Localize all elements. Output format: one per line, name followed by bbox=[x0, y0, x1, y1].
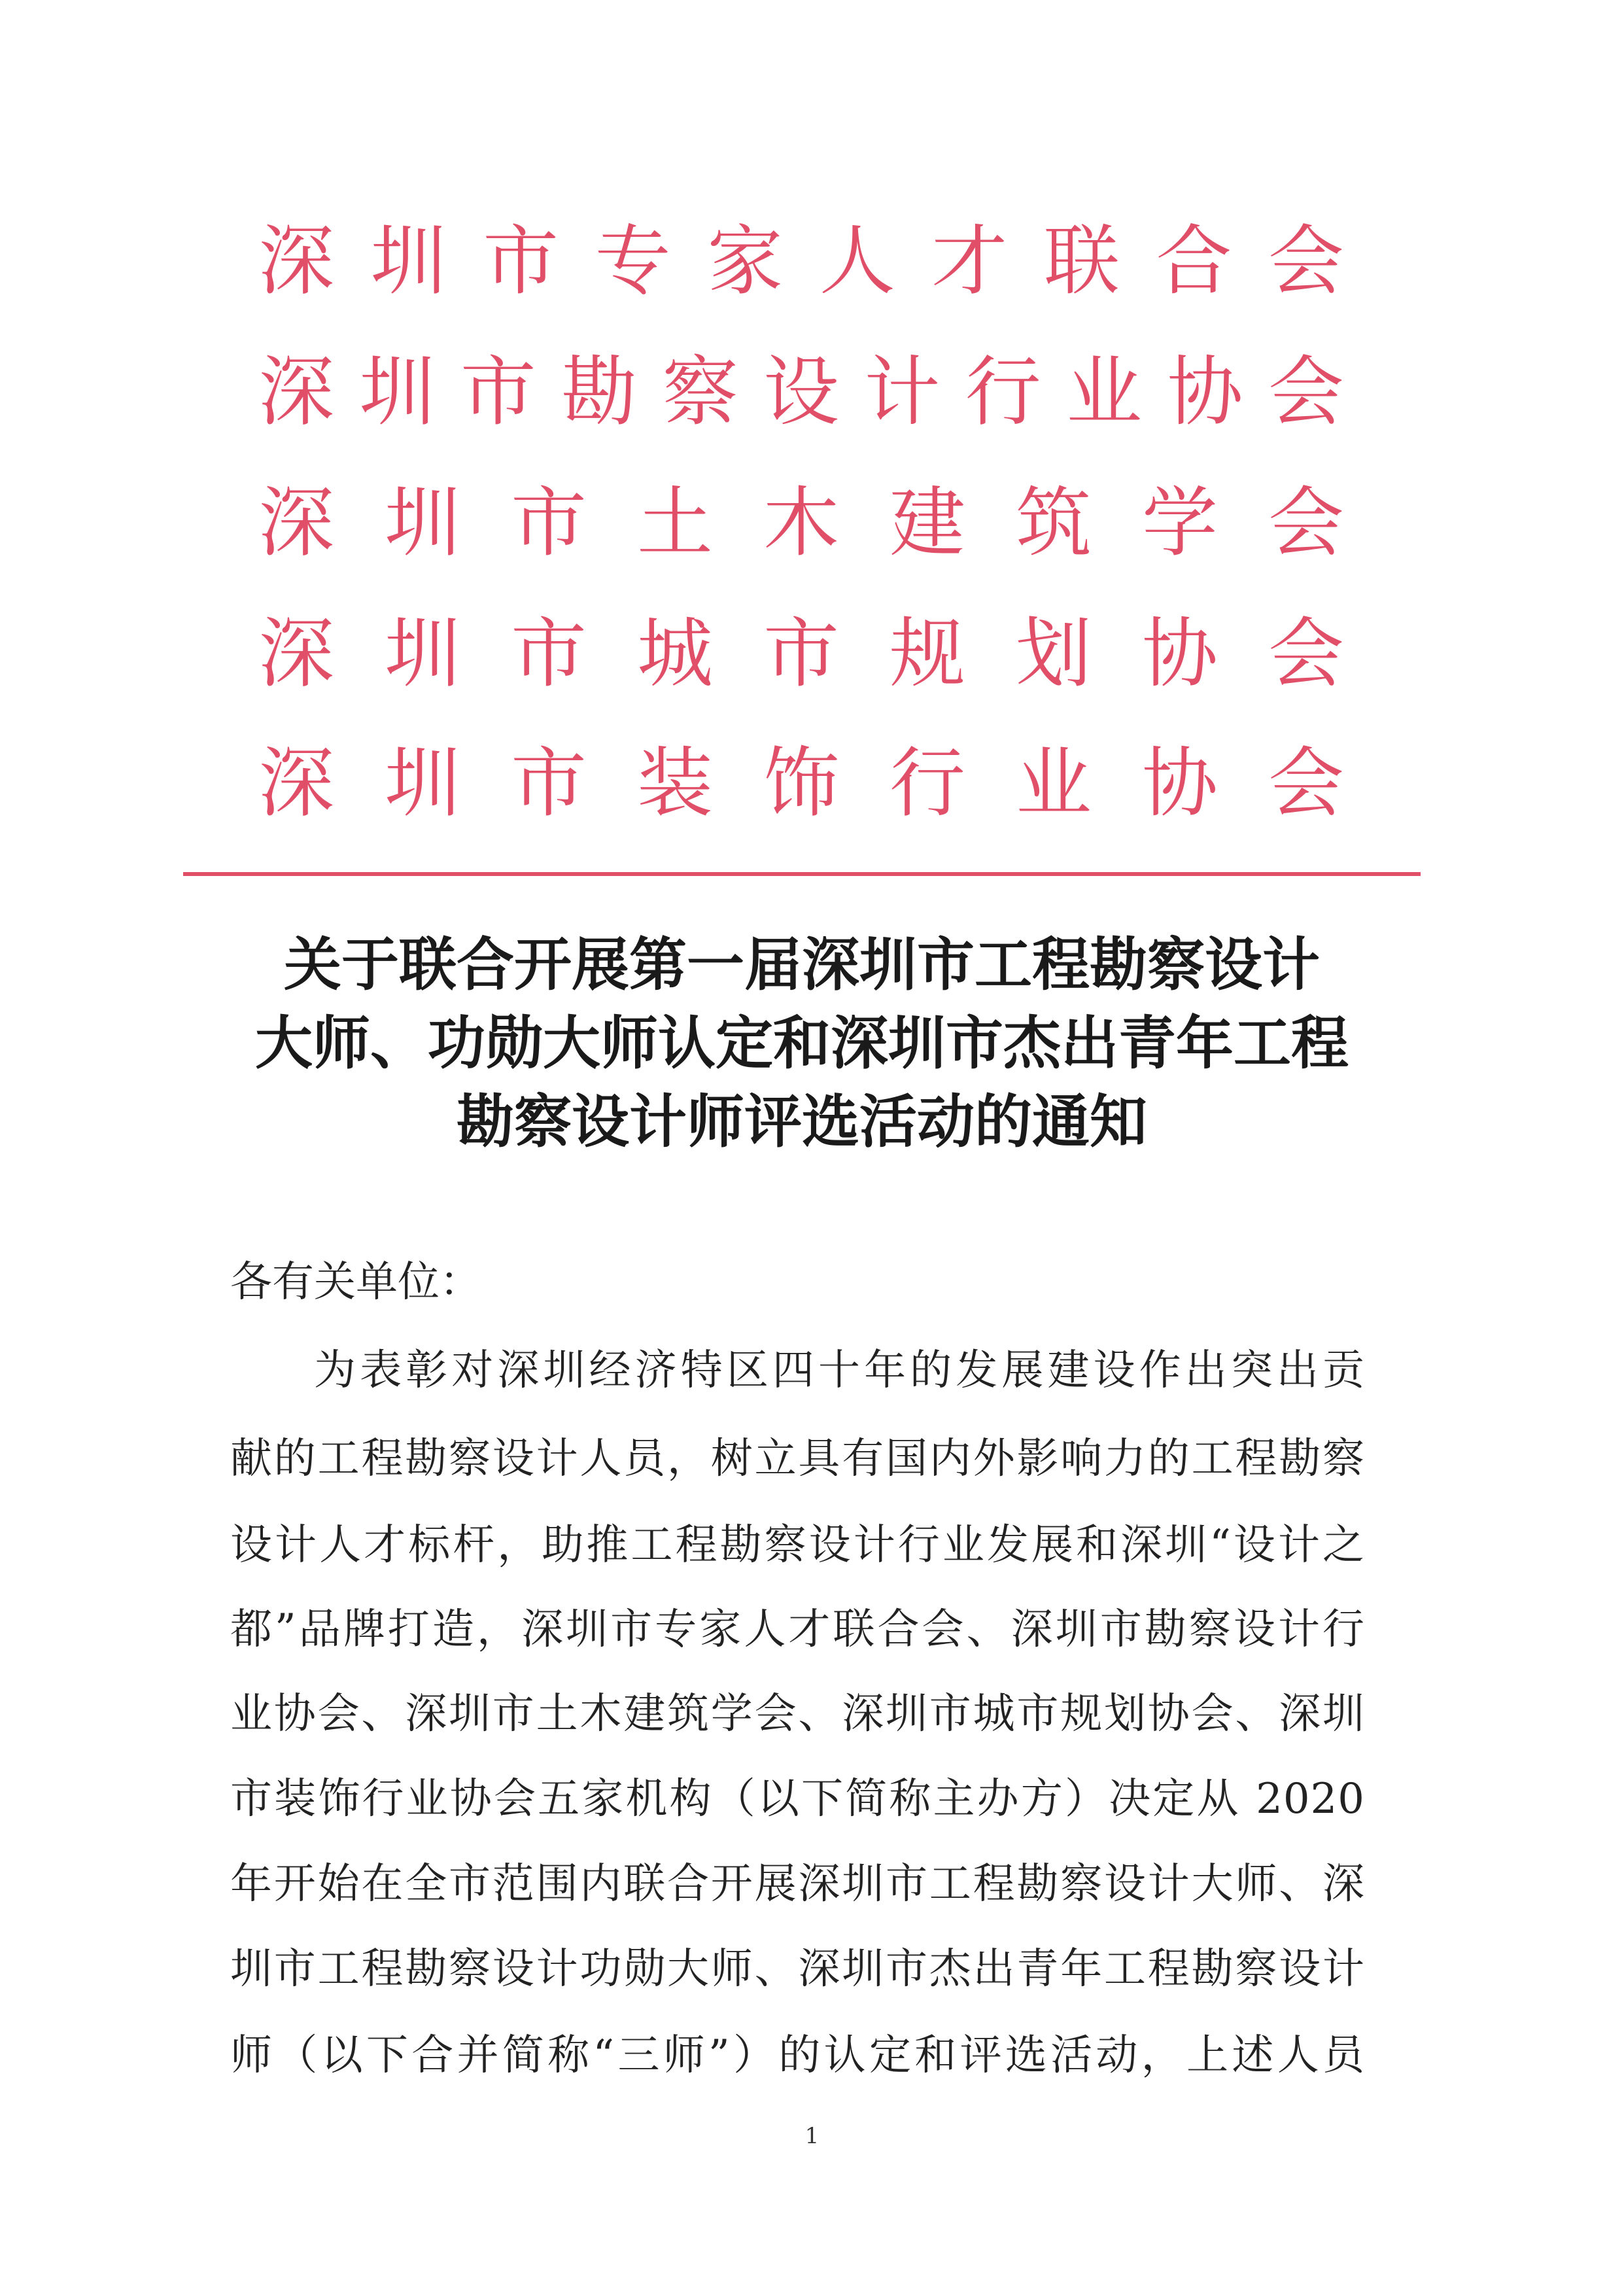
body-line: 业协会、深圳市土木建筑学会、深圳市城市规划协会、深圳 bbox=[230, 1690, 1365, 1738]
letterhead-org-5: 深 圳 市 装 饰 行 业 协 会 bbox=[258, 739, 1344, 828]
body-line: 市装饰行业协会五家机构（以下简称主办方）决定从 2020 bbox=[230, 1775, 1365, 1823]
body-line: 献的工程勘察设计人员，树立具有国内外影响力的工程勘察 bbox=[230, 1435, 1365, 1483]
salutation: 各有关单位： bbox=[230, 1258, 481, 1306]
letterhead-divider bbox=[183, 872, 1421, 876]
page-number: 1 bbox=[804, 2123, 820, 2149]
document-title-line-3: 勘察设计师评选活动的通知 bbox=[456, 1088, 1147, 1155]
body-line: 设计人才标杆，助推工程勘察设计行业发展和深圳“设计之 bbox=[230, 1521, 1365, 1569]
body-line: 年开始在全市范围内联合开展深圳市工程勘察设计大师、深 bbox=[230, 1860, 1365, 1908]
body-line: 圳市工程勘察设计功勋大师、深圳市杰出青年工程勘察设计 bbox=[230, 1945, 1365, 1993]
letterhead-org-1: 深 圳 市 专 家 人 才 联 合 会 bbox=[258, 217, 1344, 306]
document-title-line-1: 关于联合开展第一届深圳市工程勘察设计 bbox=[283, 931, 1320, 998]
body-line: 为表彰对深圳经济特区四十年的发展建设作出突出贡 bbox=[314, 1346, 1365, 1395]
letterhead-org-3: 深 圳 市 土 木 建 筑 学 会 bbox=[258, 479, 1344, 567]
body-line: 师（以下合并简称“三师”）的认定和评选活动，上述人员 bbox=[230, 2031, 1365, 2080]
letterhead-org-2: 深 圳 市 勘 察 设 计 行 业 协 会 bbox=[258, 348, 1344, 436]
letterhead-org-4: 深 圳 市 城 市 规 划 协 会 bbox=[258, 610, 1344, 698]
body-line: 都”品牌打造，深圳市专家人才联合会、深圳市勘察设计行 bbox=[230, 1605, 1365, 1654]
document-title-line-2: 大师、功勋大师认定和深圳市杰出青年工程 bbox=[254, 1009, 1349, 1077]
